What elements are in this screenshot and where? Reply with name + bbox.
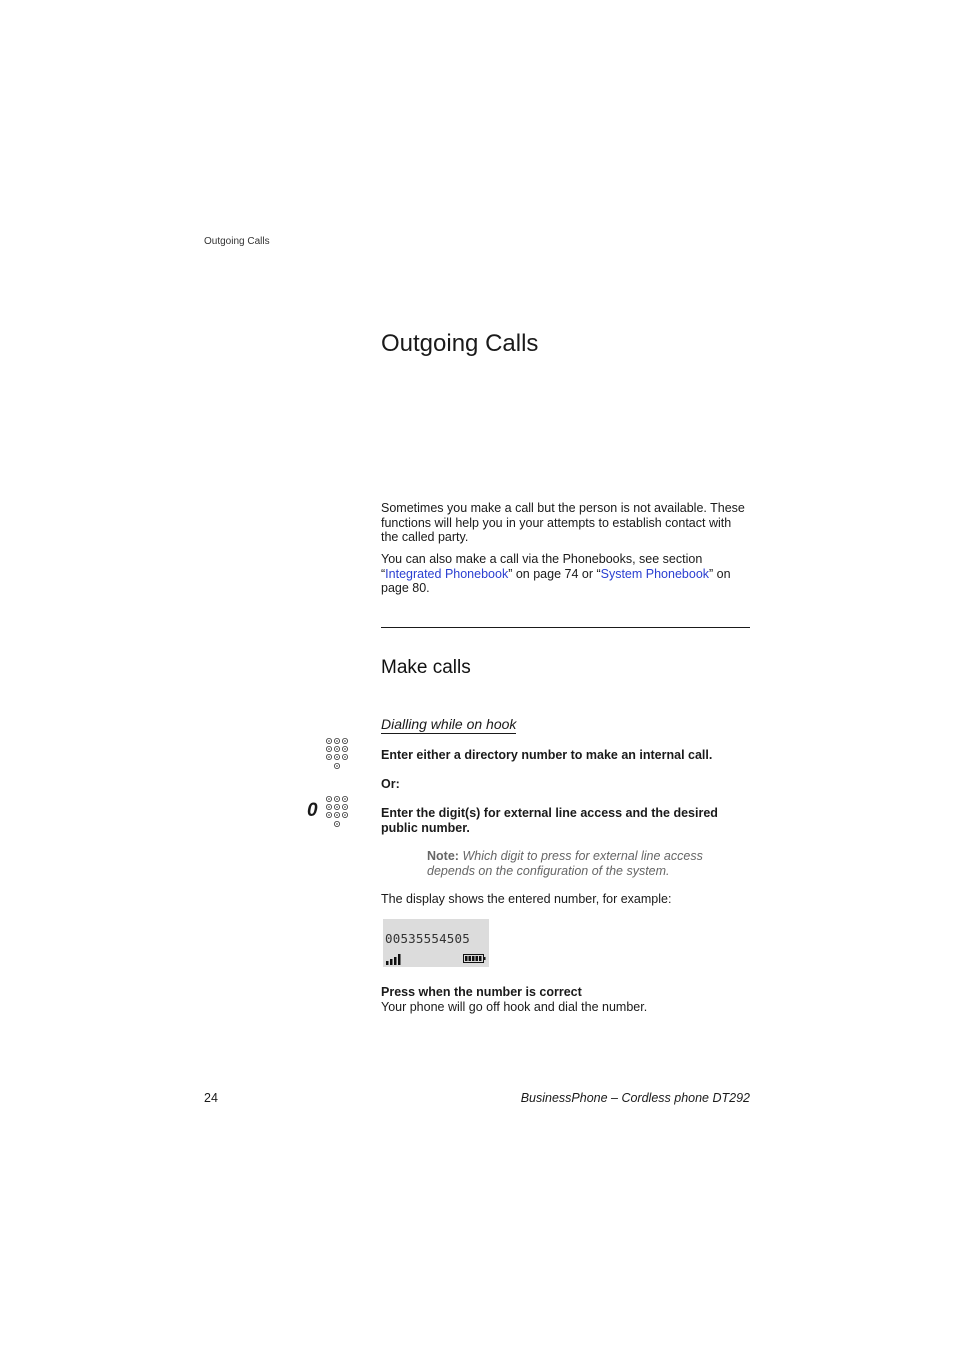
link-system-phonebook[interactable]: System Phonebook (600, 566, 710, 581)
keypad-icon (325, 795, 351, 831)
section-divider (381, 627, 750, 628)
or-label: Or: (381, 777, 400, 791)
page-number: 24 (204, 1091, 218, 1105)
intro-paragraph-2 (381, 552, 751, 596)
battery-icon (463, 953, 487, 965)
keypad-icon (325, 737, 351, 773)
press-description: Your phone will go off hook and dial the number. (381, 1000, 648, 1014)
signal-strength-icon (386, 953, 404, 965)
note (427, 849, 751, 878)
phone-display (383, 919, 489, 967)
step-external-call: Enter the digit(s) for external line access and the desired public number. (381, 806, 718, 835)
step-internal-call: Enter either a directory number to make an internal call. (381, 748, 713, 762)
section-heading: Make calls (381, 657, 471, 678)
note-text: Which digit to press for external line access depends on the configuration of the system. (427, 849, 703, 878)
running-head: Outgoing Calls (204, 236, 270, 247)
subsection-heading: Dialling while on hook (381, 716, 517, 732)
display-intro: The display shows the entered number, for example: (381, 892, 672, 906)
press-instruction: Press when the number is correct (381, 985, 582, 999)
intro-text-mid: ” on page 74 or “ (508, 566, 601, 581)
intro-text-after: ” on page 80. (381, 566, 731, 596)
link-integrated-phonebook[interactable]: Integrated Phonebook (385, 566, 509, 581)
page-title: Outgoing Calls (381, 330, 539, 357)
zero-key-label: 0 (307, 800, 318, 821)
note-label: Note: (427, 849, 459, 863)
footer-doc-title: BusinessPhone – Cordless phone DT292 (520, 1091, 750, 1105)
intro-text-before: You can also make a call via the Phonebooks, see section “ (381, 552, 703, 581)
display-number: 00535554505 (385, 931, 470, 946)
intro-paragraph-1: Sometimes you make a call but the person is not available. These functions will help you in your attempts to establish contact with the called party. (381, 501, 745, 545)
